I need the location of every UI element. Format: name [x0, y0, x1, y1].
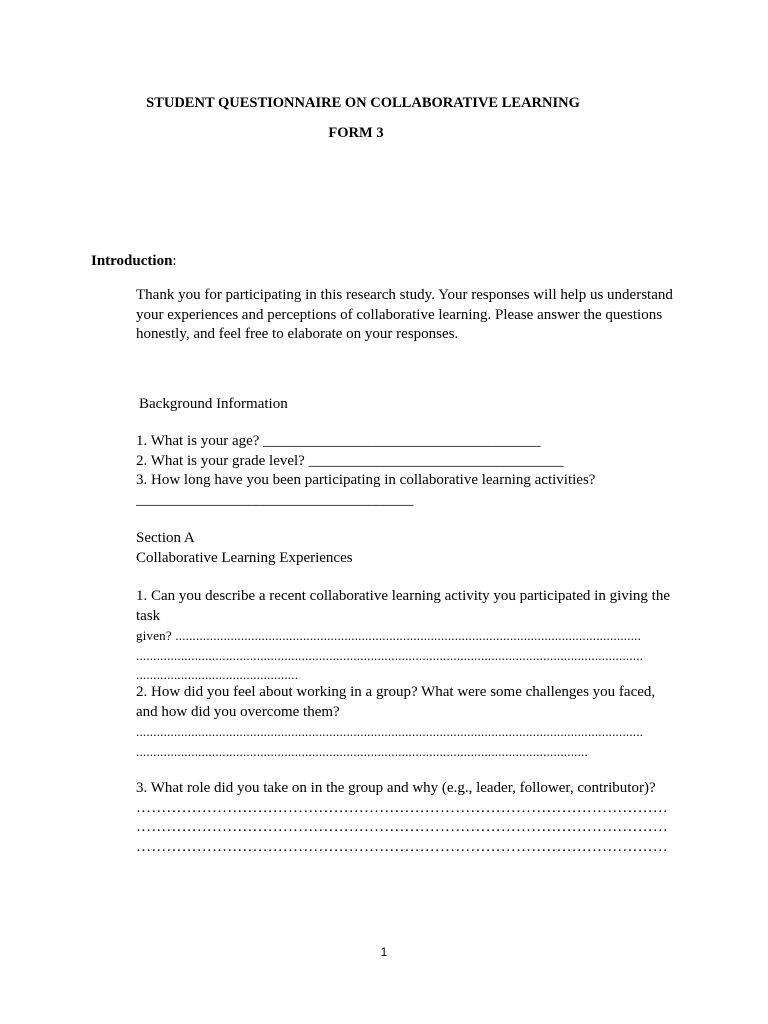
introduction-heading-text: Introduction: [91, 253, 173, 269]
answer-dots-line: ...................................................................................................................................: [136, 743, 588, 759]
section-a-label: Section A: [136, 530, 195, 546]
question-2-text-cont: and how did you overcome them?: [136, 703, 340, 720]
introduction-colon: :: [172, 253, 177, 269]
question-1-text-cont: task: [136, 607, 161, 624]
question-3-text: 3. What role did you take on in the group and why (e.g., leader, follower, contributor)?: [136, 780, 656, 796]
page-title: STUDENT QUESTIONNAIRE ON COLLABORATIVE LEARNING: [146, 95, 580, 111]
answer-ellipsis-line: ……………………………………………………………………………………………: [136, 819, 668, 835]
section-a-question-1: [136, 587, 681, 685]
section-a-header: [136, 529, 681, 568]
form-label: FORM 3: [328, 125, 384, 141]
background-questions: [136, 432, 681, 510]
page-number: 1: [380, 945, 388, 959]
answer-dots-line: given? .......................................................................................................................................: [136, 628, 642, 643]
answer-ellipsis-line: ……………………………………………………………………………………………: [136, 838, 668, 855]
section-a-question-3: [136, 779, 681, 857]
answer-dots-line: ...............................................: [136, 667, 299, 682]
section-a-title: Collaborative Learning Experiences: [136, 549, 353, 566]
answer-dots-line: ...................................................................................................................................................: [136, 724, 644, 739]
introduction-paragraph: Thank you for participating in this research study. Your responses will help us understand your experiences and perceptions of collaborative learning. Please answer the questions honestly, and feel free to elaborate on your responses.: [136, 287, 673, 342]
section-a-question-2: [136, 683, 681, 761]
introduction-heading: [91, 252, 177, 272]
answer-dots-line: ...................................................................................................................................................: [136, 647, 644, 663]
answer-ellipsis-line: ……………………………………………………………………………………………: [136, 799, 668, 816]
answer-line-duration: _____________________________________: [136, 491, 414, 508]
question-grade: 2. What is your grade level? __________________________________: [136, 452, 564, 469]
background-heading: Background Information: [139, 396, 288, 412]
question-age: 1. What is your age? _____________________________________: [136, 433, 541, 449]
question-2-text: 2. How did you feel about working in a group? What were some challenges you faced,: [136, 684, 656, 700]
question-1-text: 1. Can you describe a recent collaborative learning activity you participated in giving the: [136, 588, 670, 604]
question-duration: 3. How long have you been participating in collaborative learning activities?: [136, 472, 596, 488]
